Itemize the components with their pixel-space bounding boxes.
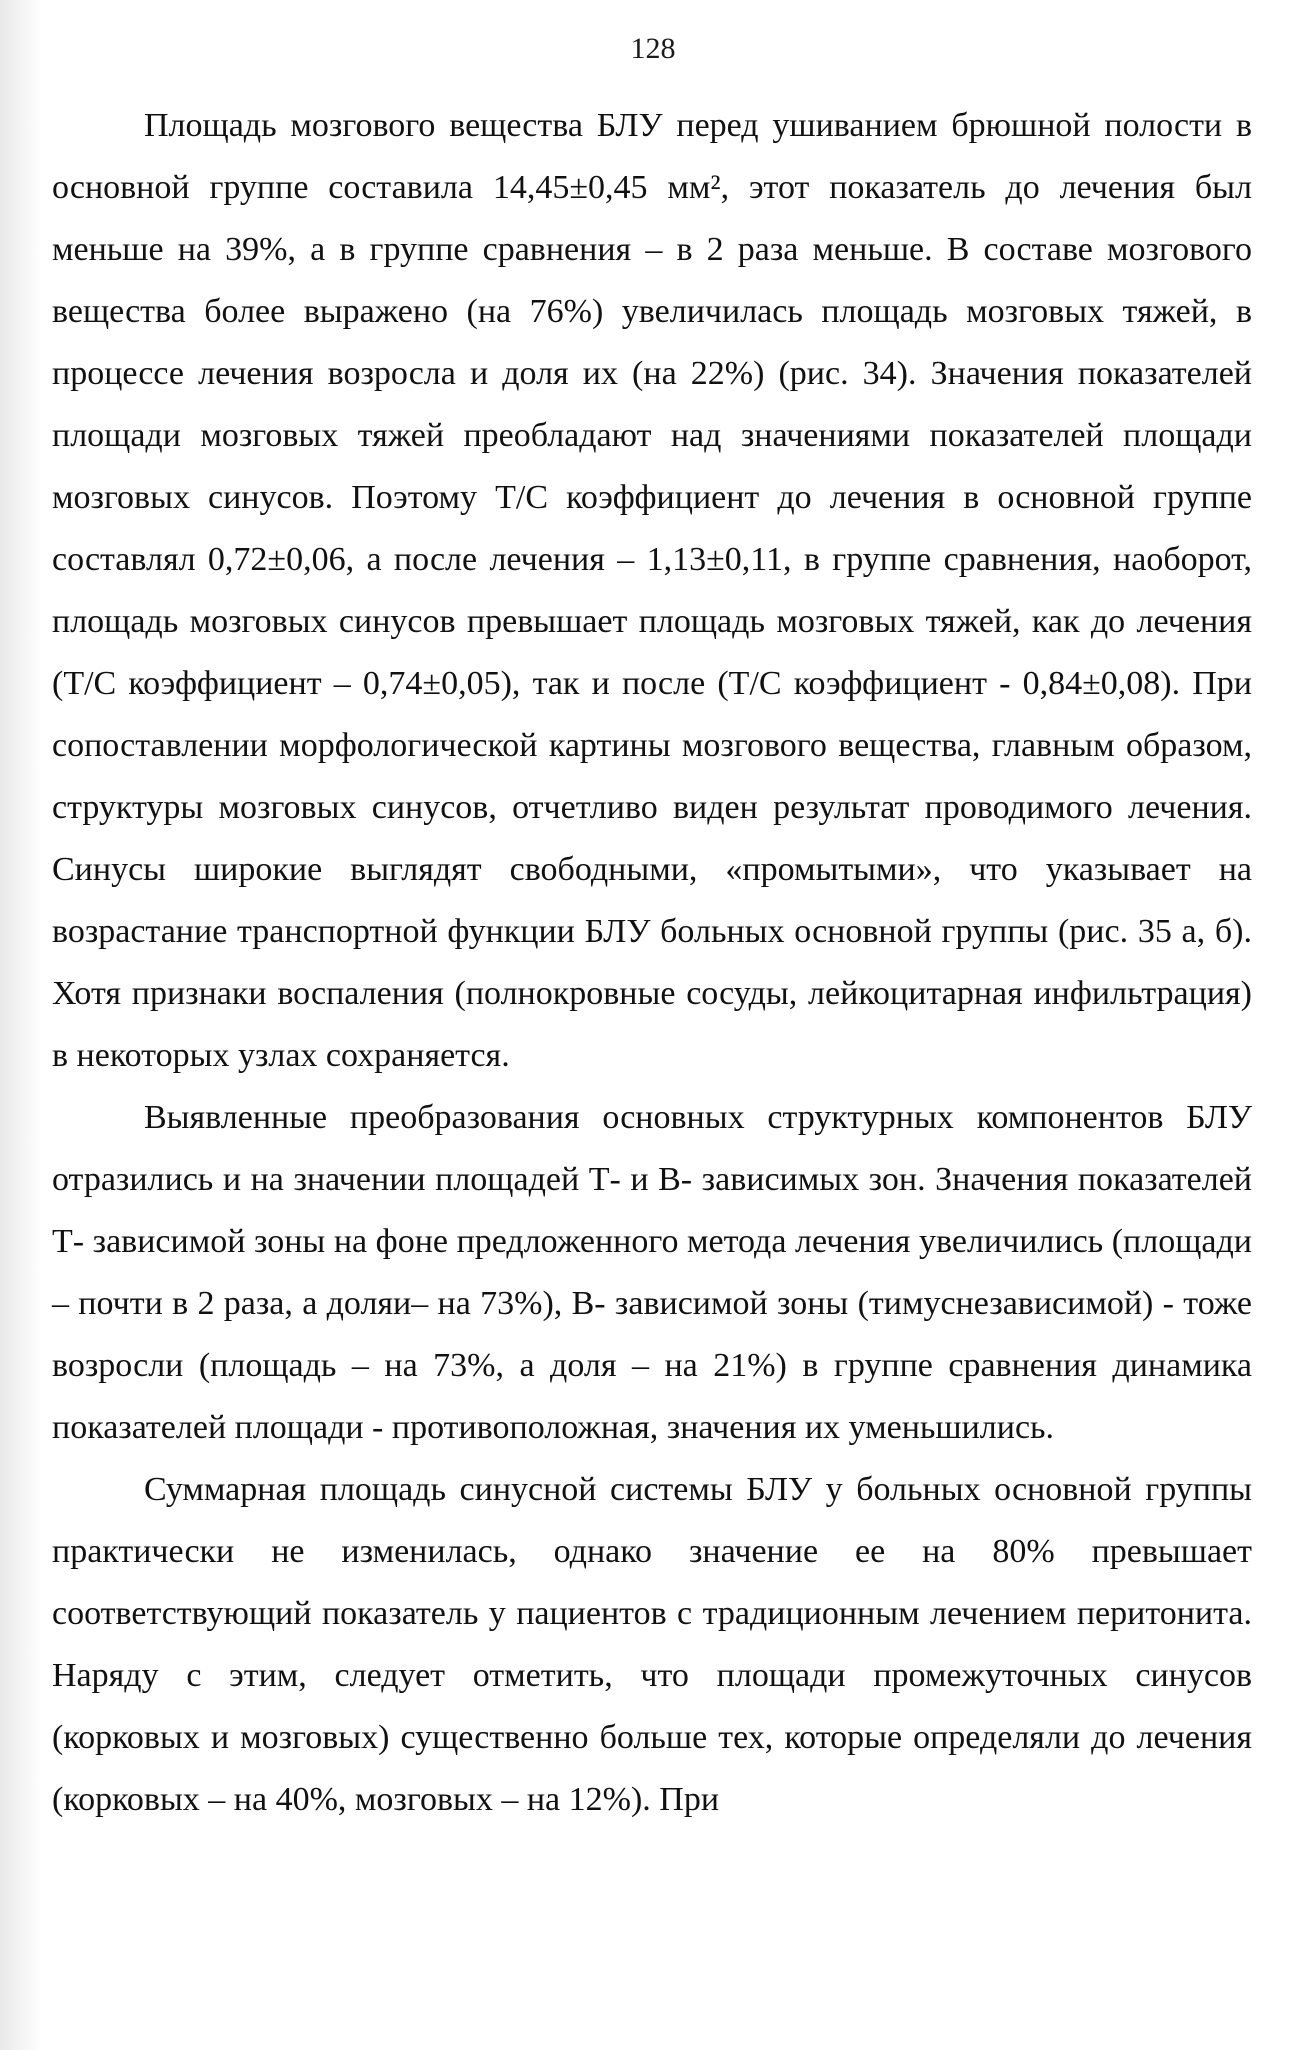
page-number: 128 [630,32,676,65]
paragraph-dependent-zones: Выявленные преобразования основных структурных компонентов БЛУ отразились и на значении площадей Т- и В- зависимых зон. Значения показателей Т- зависимой зоны на фоне предложенного метода лечения увеличились (площади – почти в 2 раза, а доляи– на 73%), В- зависимой зоны (тимуснезависимой) - тоже возросли (площадь – на 73%, а доля – на 21%) в группе сравнения динамика показателей площади - противоположная, значения их уменьшились. [52,1099,1252,1446]
paragraph-medulla-area: Площадь мозгового вещества БЛУ перед ушиванием брюшной полости в основной группе составила 14,45±0,45 мм², этот показатель до лечения был меньше на 39%, а в группе сравнения – в 2 раза меньше. В составе мозгового вещества более выражено (на 76%) увеличилась площадь мозговых тяжей, в процессе лечения возросла и доля их (на 22%) (рис. 34). Значения показателей площади мозговых тяжей преобладают над значениями показателей площади мозговых синусов. Поэтому Т/С коэффициент до лечения в основной группе составлял 0,72±0,06, а после лечения – 1,13±0,11, в группе сравнения, наоборот, площадь мозговых синусов превышает площадь мозговых тяжей, как до лечения (Т/С коэффициент – 0,74±0,05), так и после (Т/С коэффициент - 0,84±0,08). При сопоставлении морфологической картины мозгового вещества, главным образом, структуры мозговых синусов, отчетливо виден результат проводимого лечения. Синусы широкие выглядят свободными, «промытыми», что указывает на возрастание транспортной функции БЛУ больных основной группы (рис. 35 а, б). Хотя признаки воспаления (полнокровные сосуды, лейкоцитарная инфильтрация) в некоторых узлах сохраняется. [52,107,1252,1074]
paragraph-sinus-system: Суммарная площадь синусной системы БЛУ у больных основной группы практически не изменилась, однако значение ее на 80% превышает соответствующий показатель у пациентов с традиционным лечением перитонита. Наряду с этим, следует отметить, что площади промежуточных синусов (корковых и мозговых) существенно больше тех, которые определяли до лечения (корковых – на 40%, мозговых – на 12%). При [52,1471,1252,1818]
scan-edge-shadow [0,0,42,2050]
document-body [52,95,1252,1831]
